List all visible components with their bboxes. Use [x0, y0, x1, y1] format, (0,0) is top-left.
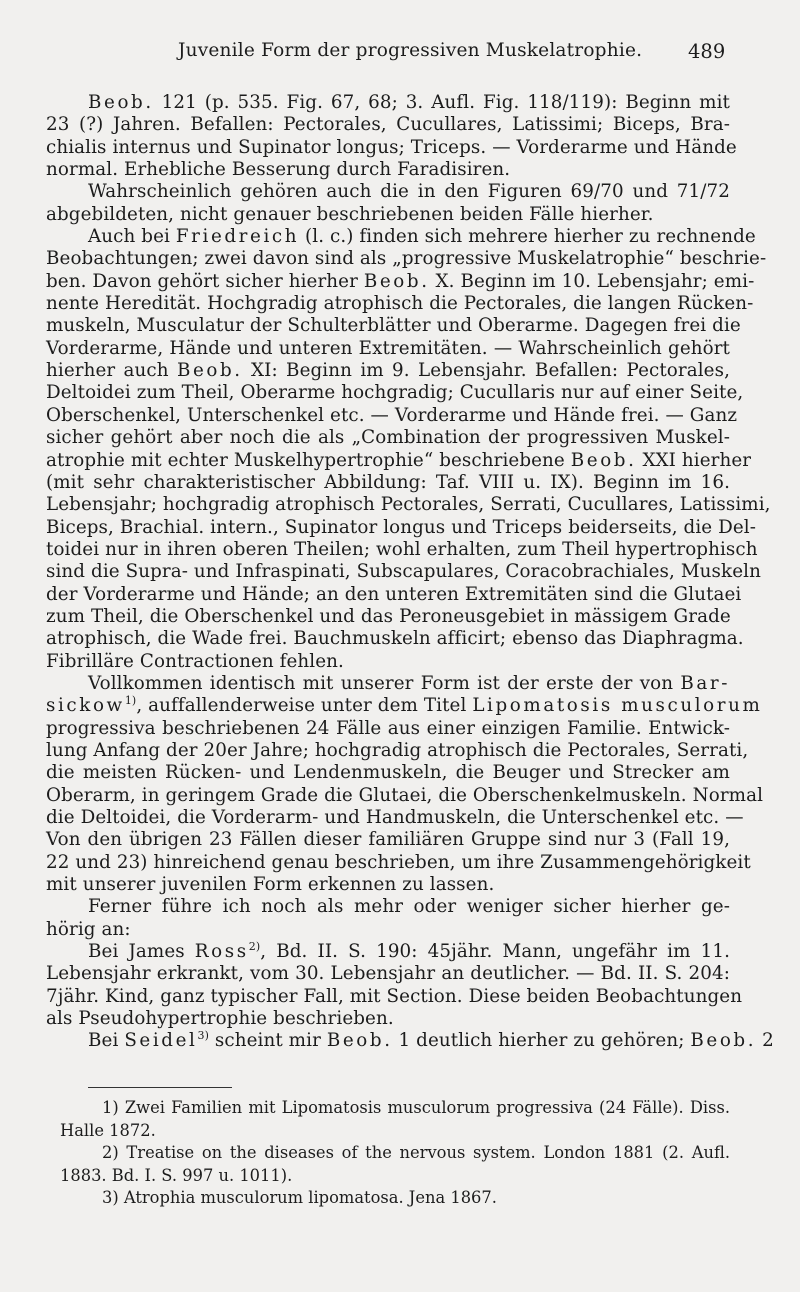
text-line: Wahrscheinlich gehören auch die in den Figuren 69/70 und 71/72 [88, 181, 730, 203]
text-line: Beob. 121 (p. 535. Fig. 67, 68; 3. Aufl. Fig. 118/119): Beginn mit [88, 92, 730, 113]
page-number: 489 [688, 40, 726, 63]
text-line: lung Anfang der 20er Jahre; hochgradig atrophisch die Pectorales, Serrati, [46, 739, 749, 761]
text-line: 7jähr. Kind, ganz typischer Fall, mit Section. Diese beiden Beobachtungen [46, 985, 743, 1007]
text-line: Bei James Ross$^{2)}$, Bd. II. S. 190: 45jähr. Mann, ungefähr im 11. [88, 940, 730, 963]
text-line: Lebensjahr; hochgradig atrophisch Pectorales, Serrati, Cucullares, Latissimi, [46, 494, 771, 516]
footnote-line: 1883. Bd. I. S. 997 u. 1011). [60, 1165, 293, 1185]
text-line: Oberarm, in geringem Grade die Glutaei, die Oberschenkelmuskeln. Normal [46, 784, 764, 806]
text-line: Von den übrigen 23 Fällen dieser familiären Gruppe sind nur 3 (Fall 19, [46, 829, 730, 851]
text-line: Vorderarme, Hände und unteren Extremitäten. — Wahrscheinlich gehört [46, 337, 730, 359]
text-line: der Vorderarme und Hände; an den unteren Extremitäten sind die Glutaei [46, 583, 742, 605]
text-line: Ferner führe ich noch als mehr oder weniger sicher hierher ge- [88, 896, 730, 918]
text-line: Fibrilläre Contractionen fehlen. [46, 650, 344, 672]
text-line: hierher auch Beob. XI: Beginn im 9. Lebensjahr. Befallen: Pectorales, [46, 360, 730, 382]
text-line: sicher gehört aber noch die als „Combination der progressiven Muskel- [46, 427, 730, 449]
footnote-line: Halle 1872. [60, 1120, 156, 1140]
text-line: die Deltoidei, die Vorderarm- und Handmuskeln, die Unterschenkel etc. — [46, 807, 744, 828]
footnote-divider [88, 1087, 232, 1088]
text-line: normal. Erhebliche Besserung durch Faradisiren. [46, 159, 511, 181]
text-line: chialis internus und Supinator longus; Triceps. — Vorderarme und Hände [46, 136, 737, 158]
text-line: 22 und 23) hinreichend genau beschrieben, um ihre Zusammengehörigkeit [46, 851, 751, 873]
text-line: Vollkommen identisch mit unserer Form ist der erste der von Bar- [88, 672, 730, 694]
text-line: ben. Davon gehört sicher hierher Beob. X. Beginn im 10. Lebensjahr; emi- [46, 270, 755, 292]
text-line: progressiva beschriebenen 24 Fälle aus einer einzigen Familie. Entwick- [46, 717, 730, 739]
footnotes [60, 1097, 730, 1210]
text-line: mit unserer juvenilen Form erkennen zu lassen. [46, 874, 495, 896]
text-line: sickow$^{1)}$, auffallenderweise unter dem Titel Lipomatosis musculorum [46, 694, 763, 717]
text-line: Beobachtungen; zwei davon sind als „progressive Muskelatrophie“ beschrie- [46, 248, 767, 270]
footnote-line: 1) Zwei Familien mit Lipomatosis musculorum progressiva (24 Fälle). Diss. [102, 1098, 730, 1117]
body-text [46, 92, 774, 1053]
text-line: zum Theil, die Oberschenkel und das Peroneusgebiet in mässigem Grade [46, 605, 731, 627]
text-line: sind die Supra- und Infraspinati, Subscapulares, Coracobrachiales, Muskeln [46, 561, 761, 583]
text-line: Deltoidei zum Theil, Oberarme hochgradig; Cucullaris nur auf einer Seite, [46, 382, 744, 404]
text-line: atrophisch, die Wade frei. Bauchmuskeln afficirt; ebenso das Diaphragma. [46, 628, 744, 650]
text-line: (mit sehr charakteristischer Abbildung: Taf. VIII u. IX). Beginn im 16. [46, 471, 730, 493]
text-line: Lebensjahr erkrankt, vom 30. Lebensjahr an deutlicher. — Bd. II. S. 204: [46, 963, 730, 985]
text-line: Biceps, Brachial. intern., Supinator longus und Triceps beiderseits, die Del- [46, 516, 756, 538]
text-line: toidei nur in ihren oberen Theilen; wohl erhalten, zum Theil hypertrophisch [46, 538, 758, 560]
text-line: nente Heredität. Hochgradig atrophisch die Pectorales, die langen Rücken- [46, 293, 754, 315]
text-line: hörig an: [46, 918, 131, 940]
text-line: atrophie mit echter Muskelhypertrophie“ beschriebene Beob. XXI hierher [46, 449, 752, 471]
text-line: Auch bei Friedreich (l. c.) finden sich mehrere hierher zu rechnende [88, 226, 756, 248]
text-line: Bei Seidel$^{3)}$ scheint mir Beob. 1 deutlich hierher zu gehören; Beob. 2 [88, 1029, 774, 1052]
text-line: abgebildeten, nicht genauer beschriebenen beiden Fälle hierher. [46, 203, 654, 225]
text-line: Oberschenkel, Unterschenkel etc. — Vorderarme und Hände frei. — Ganz [46, 404, 738, 426]
text-line: als Pseudohypertrophie beschrieben. [46, 1008, 394, 1030]
text-line: muskeln, Musculatur der Schulterblätter und Oberarme. Dagegen frei die [46, 315, 741, 337]
footnote-line: 3) Atrophia musculorum lipomatosa. Jena 1867. [102, 1188, 497, 1208]
text-line: die meisten Rücken- und Lendenmuskeln, die Beuger und Strecker am [46, 762, 730, 784]
text-line: 23 (?) Jahren. Befallen: Pectorales, Cucullares, Latissimi; Biceps, Bra- [46, 114, 730, 136]
page-header [0, 36, 800, 66]
footnote-line: 2) Treatise on the diseases of the nervous system. London 1881 (2. Aufl. [102, 1143, 730, 1163]
running-title: Juvenile Form der progressiven Muskelatrophie. [178, 40, 643, 61]
